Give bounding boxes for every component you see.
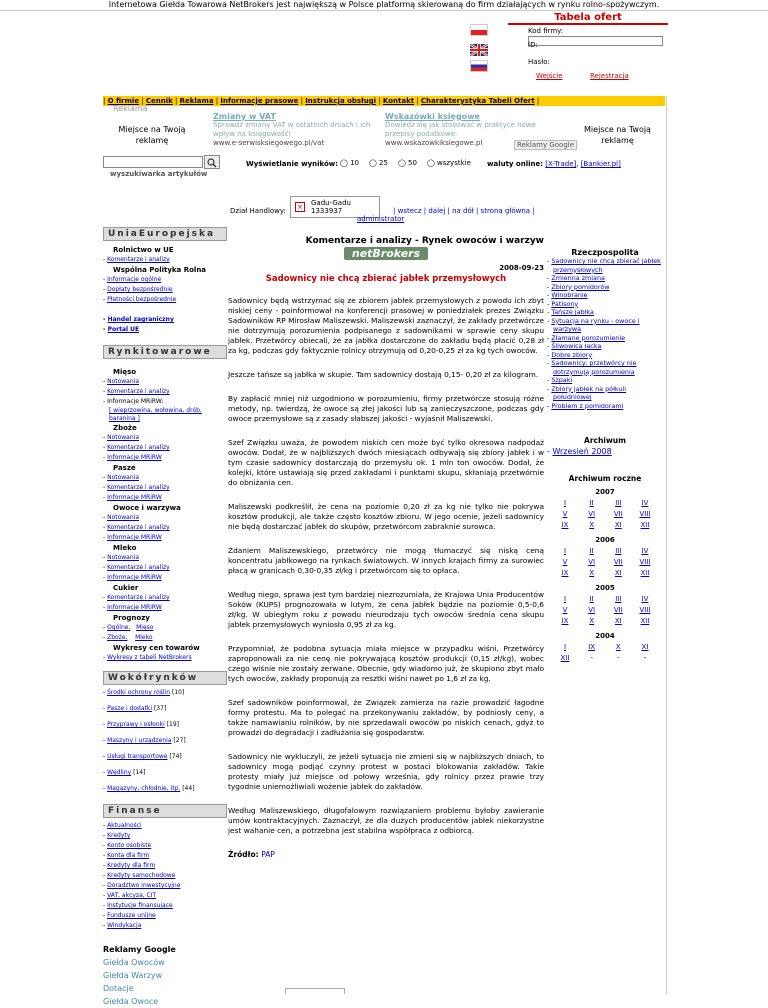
finance-link[interactable]: Kredyty samochodowe: [107, 872, 176, 879]
related-link[interactable]: Tańsze jabłka: [551, 308, 594, 316]
finance-link[interactable]: Aktualności: [107, 822, 142, 829]
results-options: [340, 159, 471, 167]
finance-link[interactable]: Konto osobiste: [107, 842, 152, 849]
search-icon: [207, 158, 217, 168]
password-label: Hasło:: [528, 58, 550, 66]
article-paragraph: Jeszcze tańsze są jabłka w skupie. Tam sadownicy dostają 0,15- 0,20 zł za kilogram.: [228, 370, 539, 379]
broken-image-icon: ×: [295, 202, 305, 212]
archive-month-link[interactable]: X: [589, 521, 595, 529]
archive-month-link[interactable]: I: [563, 643, 567, 651]
market-head: Cukier: [113, 584, 139, 592]
prognozy-link[interactable]: Mięso: [136, 624, 154, 631]
market-head: Mleko: [113, 544, 137, 552]
archive-month-link[interactable]: V: [562, 558, 568, 566]
market-head: Owoce i warzywa: [113, 504, 181, 512]
ad-2-url[interactable]: www.wskazowkiksiegowe.pl: [385, 139, 483, 147]
sidebar: UniaEuropejska Rolnictwo w UE - Komentarze i analizy Wspólna Polityka Rolna - Informacje ogólne - Dopłaty bezpośrednie - Płatności bezpośrednie - Handel zagraniczny - Portal UE Rynkitowarowe Mięso - Notowania - Komentarze i analizy - Informacje MRiRW: [ wieprzowina, wołowina, drób, baranina ] Zboże - Notowania - Komentarze i analizy - Informacje MRiRW Pasze - Notowania - Komentarze i analizy - Informacje MRiRW Owoce i warzywa - Notowania - Komentarze i analizy - Informacje MRiRW Mleko - Notowania - Komentarze i analizy - Informacje MRiRW Cukier - Komentarze i analizy - Informacje MRiRW Prognozy - Ogólne, Mięso - Zboże, Mleko Wykresy cen towarów - Wykresy z tabeli NetBrokers Wokółrynków - Środki ochrony roślin [10] - Pasze i dodatki [37] - Przyprawy i osłonki [19] - Maszyny i urządzenia [27] - Usługi transportowe [74] - Wędliny [14] - Magazyny, chłodnie, itp. [44] Finanse - Aktualności - Kredyty - Konto osobiste - Konta dla firm - Kredyty dla firm - Kredyty samochodowe - Doradztwo inwestycyjne - VAT, akcyza, CIT - Instytucje finansujące - Fundusze unijne - Windykacja Reklamy Google Giełda Owoców Giełda Warzyw Dotacje Giełda Owoce: [103, 227, 227, 1008]
archive-month-link[interactable]: Wrzesień 2008: [552, 447, 612, 456]
around-link[interactable]: Przyprawy i osłonki: [107, 721, 165, 728]
tabela-ofert-title: Tabela ofert: [508, 12, 668, 25]
related-link[interactable]: Patisony: [551, 299, 579, 308]
archive-month-link: -: [643, 654, 647, 662]
ad-1-url[interactable]: www.e-serwisksiegowego.pl/vat: [213, 139, 325, 147]
ad-1-desc: Sprawdź zmiany VAT w ostatnich dniach i ich wpływ na księgowość!: [213, 121, 371, 138]
menu-charakterystyka[interactable]: Charakterystyka Tabeli Ofert: [420, 97, 535, 105]
archive-month-link[interactable]: III: [615, 499, 622, 507]
archive-month-link[interactable]: XII: [560, 654, 570, 662]
id-label: ID:: [528, 41, 538, 49]
archive-month-link[interactable]: VIII: [639, 558, 651, 566]
results-option-all[interactable]: ◯ wszystkie: [426, 159, 471, 167]
related-link[interactable]: Złamane porozumienie: [551, 333, 626, 342]
around-section-title: Wokółrynków: [103, 671, 227, 685]
archive-month-link: -: [617, 654, 620, 662]
market-head: Mięso: [113, 368, 137, 376]
article-headline: Sadownicy nie chcą zbierać jabłek przemysłowych: [265, 274, 507, 284]
archive-month-link[interactable]: IV: [641, 499, 649, 507]
market-link[interactable]: Komentarze i analizy: [107, 484, 170, 491]
currency-bankier-link[interactable]: [Bankier.pl]: [580, 160, 621, 168]
related-link[interactable]: Sadownicy: przetwórcy nie dotrzymują porozumienia: [551, 359, 637, 376]
ads-header: Reklama: [113, 104, 148, 113]
google-ad-link[interactable]: Giełda Owoce: [103, 997, 159, 1006]
market-link[interactable]: Informacje MRiRW: [107, 494, 162, 501]
archive-years-title: Archiwum roczne: [568, 474, 642, 483]
menu-instrukcja[interactable]: Instrukcja obsługi: [305, 97, 377, 105]
article-paragraph: Przypomniał, że podobna sytuacja miała miejsce w przypadku wiśni. Przetwórcy zaproponowali za nie cenę nie pokrywającą kosztów produkcji (0,15 zł/kg), wobec czego wiśnie nie zostały zerwane. Obecnie, gdy wiadomo już, że skupiono zbyt mało tych owoców, zakłady proponują za resztki wiśni nawet po 1,6 zł za kg.: [228, 644, 544, 683]
archive-month-link[interactable]: XI: [614, 521, 622, 529]
archive-years: [547, 487, 663, 664]
archive-month-link[interactable]: V: [562, 606, 568, 614]
archive-month-link[interactable]: VII: [613, 510, 623, 518]
market-link[interactable]: Notowania: [107, 378, 139, 385]
ad-2-desc: Dowiedz się jak stosować w praktyce nowe przepisy podatkowe.: [385, 121, 536, 138]
ue-link[interactable]: Informacje ogólne: [107, 276, 162, 283]
archive-month-link[interactable]: II: [589, 499, 594, 507]
article-paragraph: Zdaniem Maliszewskiego, przetwórcy nie mogą tłumaczyć się niską ceną koncentratu jabłkowego na rynkach światowych. W innych krajach firmy za surowiec płacą w granicach 0,30-0,35 zł/kg i przetwórcom się to opłaca.: [228, 546, 544, 575]
related-link[interactable]: Śliwowica łącka: [551, 342, 602, 350]
related-link[interactable]: Sadownicy nie chcą zbierać jabłek przemysłowych: [551, 257, 661, 274]
flag-ru-icon[interactable]: [470, 60, 488, 72]
google-ads-title: Reklamy Google: [103, 945, 176, 954]
market-link[interactable]: Informacje MRiRW: [107, 454, 162, 461]
related-link[interactable]: Dobre zbiory: [551, 350, 593, 359]
archive-month-link[interactable]: IV: [641, 595, 649, 603]
article-search-input[interactable]: [103, 156, 203, 168]
section-title: Komentarze i analizy - Rynek owoców i warzyw: [305, 236, 544, 246]
company-label: Kod firmy:: [528, 27, 564, 35]
search-caption: wyszukiwarka artykułów: [110, 170, 208, 178]
right-border: [666, 96, 667, 994]
right-column: Rzeczpospolita - Sadownicy nie chcą zbierać jabłek przemysłowych - Zmienna zmiana - Zbiory pomidorów - Winobranie - Patisony - Tańsze jabłka - Sytuacja na rynku - owoce i warzywa - Złamane porozumienie - Śliwowica łącka - Dobre zbiory - Sadownicy: przetwórcy nie dotrzymują porozumienia - Szpaki - Zbiory jabłek na półkuli południowej - Problem z pomidorami Archiwum - Wrzesień 2008 Archiwum roczne 2007 I II III IV V VI VII VIII IX X XI XII 2006 I II III IV V VI VII VIII IX X XI XII 2005 I II III IV V VI VII VIII IX X XI XII 2004 I IX X XI XII - - -: [547, 248, 663, 664]
ue-head-1: Rolnictwo w UE: [113, 246, 174, 254]
finance-link[interactable]: Windykacja: [107, 922, 142, 929]
ue-link[interactable]: Dopłaty bezpośrednie: [107, 286, 173, 293]
related-link[interactable]: Sytuacja na rynku - owoce i warzywa: [551, 316, 640, 333]
article-paragraph: Maliszewski podkreślił, że cena na poziomie 0,20 zł za kg nie tylko nie pokrywa kosztów produkcji, ale także często kosztów zbioru. W jego ocenie, jeżeli sadownicy nie będą dostarczać jabłek do skupów, przetwórcom zabraknie surowca.: [228, 502, 544, 531]
register-link[interactable]: Rejestracja: [590, 72, 629, 80]
ue-section-title: UniaEuropejska: [103, 227, 227, 241]
market-link[interactable]: Komentarze i analizy: [107, 524, 170, 531]
archive-month-link[interactable]: XI: [614, 569, 622, 577]
google-ad-link[interactable]: Dotacje: [103, 984, 134, 993]
company-code-input[interactable]: [528, 36, 663, 46]
market-head: Pasze: [113, 464, 136, 472]
markets-section-title: Rynkitowarowe: [103, 345, 227, 359]
archive-month-link[interactable]: III: [615, 547, 622, 555]
related-link[interactable]: Zbiory jabłek na półkuli południowej: [551, 384, 627, 401]
market-link[interactable]: Notowania: [107, 514, 139, 521]
archive-month-link[interactable]: VII: [613, 558, 623, 566]
google-ad-link[interactable]: Giełda Warzyw: [103, 971, 163, 980]
archive-month-link[interactable]: VII: [613, 606, 623, 614]
market-link[interactable]: Informacje MRiRW: [107, 534, 162, 541]
finance-link[interactable]: Fundusze unijne: [107, 912, 156, 919]
archive-month-link[interactable]: I: [563, 547, 567, 555]
market-link[interactable]: Komentarze i analizy: [107, 564, 170, 571]
currency-xtrade-link[interactable]: [X-Trade]: [545, 160, 577, 168]
finance-link[interactable]: Instytucje finansujące: [107, 902, 173, 909]
around-link[interactable]: Wędliny: [107, 769, 132, 776]
article-paragraph: Sadownicy będą wstrzymać się ze zbiorem jabłek przemysłowych z powodu ich zbyt niskiej ceny - poinformował na konferencji prasowej w poniedziałek prezes Związku Sadowników RP Mirosław Maliszewski. Maliszewski zaznaczył, że zakłady przetwórcze nie dotrzymują porozumienia podpisanego z sadownikami w sprawie ceny skupu jabłek. Przetwórcy obiecali, że za jabłka dostarczone do zakładu będą płacić 0,28 zł za kg, podczas gdy faktycznie rolnicy otrzymują od 0,20-0,25 zł za kg tych owoców.: [228, 296, 544, 355]
prognozy-link[interactable]: Zboże,: [107, 634, 128, 641]
flag-en-icon[interactable]: [470, 44, 488, 56]
right-ad-placeholder[interactable]: Miejsce na Twoją reklamę: [584, 125, 651, 145]
results-option-50[interactable]: ◯ 50: [397, 159, 417, 167]
ue-head-2: Wspólna Polityka Rolna: [113, 266, 207, 274]
wykresy-link[interactable]: Wykresy z tabeli NetBrokers: [107, 654, 192, 661]
results-label: Wyświetlanie wyników:: [246, 160, 339, 168]
article-source: Źródło: PAP: [228, 850, 275, 859]
menu-o-firmie[interactable]: O firmie: [107, 97, 140, 105]
archive-month-link[interactable]: IX: [561, 569, 569, 577]
around-link[interactable]: Pasze i dodatki: [107, 705, 153, 712]
market-link[interactable]: Informacje MRiRW: [107, 574, 162, 581]
archive-month-link[interactable]: VIII: [639, 510, 651, 518]
archive-month-link[interactable]: IX: [561, 521, 569, 529]
around-link[interactable]: Środki ochrony roślin: [107, 689, 171, 696]
ue-link[interactable]: Płatności bezpośrednie: [107, 296, 177, 303]
ue-link[interactable]: Komentarze i analizy: [107, 256, 170, 263]
article-paragraph: Według niego, sprawa jest tym bardziej niezrozumiała, że Krajowa Unia Producentów Soków (KUPS) prognozowała w lutym, że cena jabłek będzie na poziomie 0,5-0,6 zł/kg. W ubiegłym roku z powodu nieurodzaju tych owoców średnia cena skupu jabłek przemysłowych wyniosła 0,95 zł za kg.: [228, 590, 544, 629]
currency-label: waluty online:: [487, 160, 544, 168]
archive-month-link[interactable]: VIII: [639, 606, 651, 614]
archive-month-link[interactable]: IX: [561, 617, 569, 625]
related-link[interactable]: Zbiory pomidorów: [551, 282, 610, 291]
main-menu: | O firmie | Cennik | Reklama | Informacje prasowe | Instrukcja obsługi | Kontakt | Charakterystyka Tabeli Ofert |: [103, 96, 665, 106]
article: [228, 236, 544, 859]
market-link[interactable]: Notowania: [107, 474, 139, 481]
archive-month-link[interactable]: I: [563, 499, 567, 507]
finance-link[interactable]: VAT, akcyza, CIT: [107, 892, 157, 899]
archive-year: 2007: [595, 488, 615, 496]
around-link[interactable]: Usługi transportowe: [107, 753, 168, 760]
finance-section-title: Finanse: [103, 804, 227, 818]
prognozy-link[interactable]: Ogólne,: [107, 624, 131, 631]
nav-links[interactable]: | wstecz | dalej | na dół | strona główna |: [393, 207, 535, 215]
source-link[interactable]: PAP: [261, 850, 275, 859]
ad-1[interactable]: [213, 112, 378, 147]
archive-month-link: -: [590, 654, 593, 662]
archive-month-link[interactable]: XII: [640, 569, 650, 577]
login-link[interactable]: Wejście: [536, 72, 563, 80]
archive-month-link[interactable]: X: [589, 569, 595, 577]
article-paragraph: Według Maliszewskiego, długofalowym rozwiązaniem problemu byłoby zawieranie umów kontraktacyjnych. Zaznaczył, że dla dużych producentów jabłek niekorzystne jest wahanie cen, a potrzebna jest stabilna współpraca z odbiorcą.: [228, 806, 544, 835]
around-link[interactable]: Magazyny, chłodnie, itp.: [107, 785, 181, 792]
archive-month-link[interactable]: VI: [588, 558, 596, 566]
archive-month-link[interactable]: X: [615, 643, 621, 651]
currency-row: waluty online: [X-Trade], [Bankier.pl]: [487, 160, 621, 168]
bottom-box: [285, 988, 345, 994]
prognozy-head: Prognozy: [113, 614, 150, 622]
results-option-10[interactable]: ◯ 10: [340, 159, 359, 167]
related-link[interactable]: Winobranie: [551, 291, 588, 299]
archive-month-link[interactable]: XII: [640, 617, 650, 625]
finance-link[interactable]: Konta dla firm: [107, 852, 150, 859]
archive-month-link[interactable]: VI: [588, 510, 596, 518]
archive-month-link[interactable]: III: [615, 595, 622, 603]
finance-link[interactable]: Doradztwo inwestycyjne: [107, 882, 181, 889]
archive-month-link[interactable]: X: [589, 617, 595, 625]
archive-year: 2004: [595, 632, 615, 640]
dealer-label: Dział Handlowy:: [230, 207, 286, 215]
around-link[interactable]: Maszyny i urządzenia: [107, 737, 172, 744]
article-body: [228, 296, 544, 836]
related-link[interactable]: Problem z pomidorami: [551, 401, 624, 410]
market-link[interactable]: Komentarze i analizy: [107, 388, 170, 395]
market-link[interactable]: Notowania: [107, 554, 139, 561]
related-list: - Sadownicy nie chcą zbierać jabłek przemysłowych - Zmienna zmiana - Zbiory pomidorów - Winobranie - Patisony - Tańsze jabłka - Sytuacja na rynku - owoce i warzywa - Złamane porozumienie - Śliwowica łącka - Dobre zbiory - Sadownicy: przetwórcy nie dotrzymują porozumienia - Szpaki - Zbiory jabłek na półkuli południowej - Problem z pomidorami: [547, 257, 661, 410]
archive-month-link[interactable]: II: [589, 595, 594, 603]
archive-year: 2005: [595, 584, 615, 592]
ad-1-title[interactable]: Zmiany w VAT: [213, 112, 276, 121]
handel-link[interactable]: Handel zagraniczny: [107, 316, 174, 323]
top-banner: Internetowa Giełda Towarowa NetBrokers jest największą w Polsce platformą skierowaną do firm działających w rynku rolno-spożywczym.: [0, 0, 768, 11]
google-ads-label[interactable]: Reklamy Google: [514, 140, 577, 150]
article-paragraph: Sadownicy nie wykluczyli, że jeżeli sytuacja nie zmieni się w najbliższych dniach, to sadownicy mogą podjąć czynny protest w postaci blokowania zakładów. Takie protesty miały już miejsce od połowy września, gdy rolnicy przez prawie trzy tygodnie uniemożliwiali wożenie jabłek do zakładów.: [228, 752, 544, 791]
finance-link[interactable]: Kredyty dla firm: [107, 862, 156, 869]
related-link[interactable]: Zmienna zmiana: [551, 274, 605, 282]
article-date: 2008-09-23: [499, 264, 544, 272]
gg-number: Gadu-Gadu 1333937: [311, 199, 351, 215]
archive-month-link[interactable]: VI: [588, 606, 596, 614]
netbrokers-logo: netBrokers: [228, 247, 544, 260]
menu-informacje-prasowe[interactable]: Informacje prasowe: [220, 97, 299, 105]
login-box: [508, 12, 668, 84]
archive-month-link[interactable]: II: [589, 547, 594, 555]
archive-month-link[interactable]: IX: [588, 643, 596, 651]
market-link[interactable]: [ wieprzowina, wołowina, drób, baranina ]: [109, 407, 202, 422]
market-link[interactable]: Komentarze i analizy: [107, 594, 170, 601]
archive-month-link[interactable]: IV: [641, 547, 649, 555]
ad-2-title[interactable]: Wskazówki księgowe: [385, 112, 480, 121]
market-link[interactable]: Notowania: [107, 434, 139, 441]
portal-ue-link[interactable]: Portal UE: [107, 326, 140, 333]
search-button[interactable]: [204, 155, 220, 169]
archive-month-link[interactable]: V: [562, 510, 568, 518]
article-paragraph: By zapłacić mniej niż uzgodniono w porozumieniu, firmy przetwórcze stosują różne metody, np. twierdzą, że owoce są złej jakości lub są zanieczyszczone, podczas gdy owoce przemysłowe są z zasady słabszej jakości - wyjaśnił Maliszewski.: [228, 394, 544, 423]
results-option-25[interactable]: ◯ 25: [368, 159, 388, 167]
menu-kontakt[interactable]: Kontakt: [382, 97, 415, 105]
menu-reklama[interactable]: Reklama: [179, 97, 214, 105]
admin-link[interactable]: administrator: [357, 215, 405, 223]
left-ad-placeholder[interactable]: Miejsce na Twoją reklamę: [118, 125, 186, 145]
prognozy-link[interactable]: Mleko: [135, 634, 153, 641]
archive-month-link[interactable]: XI: [614, 617, 622, 625]
article-paragraph: Szef Związku uważa, że powodem niskich cen może być tylko okresowa nadpodaż owoców. Dodał, że w najbliższych dwóch miesiącach odbywają się zbiory jabłek i w tym czasie sadownicy dostarczają do przemysłu ok. 1 mln ton owoców. Dodał, że kolejki, które ustawiają się przed zakładami i punktami skupu, skłaniają przetwórnie do obniżania cen.: [228, 438, 544, 487]
paper-title: Rzeczpospolita: [571, 248, 639, 257]
article-paragraph: Szef sadowników poinformował, że Związek zamierza na razie prowadzić łagodne formy protestu. Ma to polegać na przekonywaniu zakładów, by podniosły ceny, a także namawianiu rolników, by nie sprzedawali owoców po niskich cenach, gdyż to prowadzi do degradacji i zadłużania się gospodarstw.: [228, 698, 544, 737]
archive-year: 2006: [595, 536, 615, 544]
market-extra: Informacje MRiRW:: [107, 398, 164, 405]
archive-month-link[interactable]: I: [563, 595, 567, 603]
finance-link[interactable]: Kredyty: [107, 832, 131, 839]
related-link[interactable]: Szpaki: [551, 376, 573, 384]
archive-title: Archiwum: [584, 436, 626, 445]
market-head: Zboże: [113, 424, 137, 432]
wykresy-head: Wykresy cen towarów: [113, 644, 200, 652]
flag-pl-icon[interactable]: [470, 24, 488, 36]
menu-cennik[interactable]: Cennik: [145, 97, 173, 105]
market-link[interactable]: Komentarze i analizy: [107, 444, 170, 451]
archive-month-link[interactable]: XI: [641, 643, 649, 651]
market-link[interactable]: Informacje MRiRW: [107, 604, 162, 611]
google-ad-link[interactable]: Giełda Owoców: [103, 958, 165, 967]
archive-month-link[interactable]: XII: [640, 521, 650, 529]
